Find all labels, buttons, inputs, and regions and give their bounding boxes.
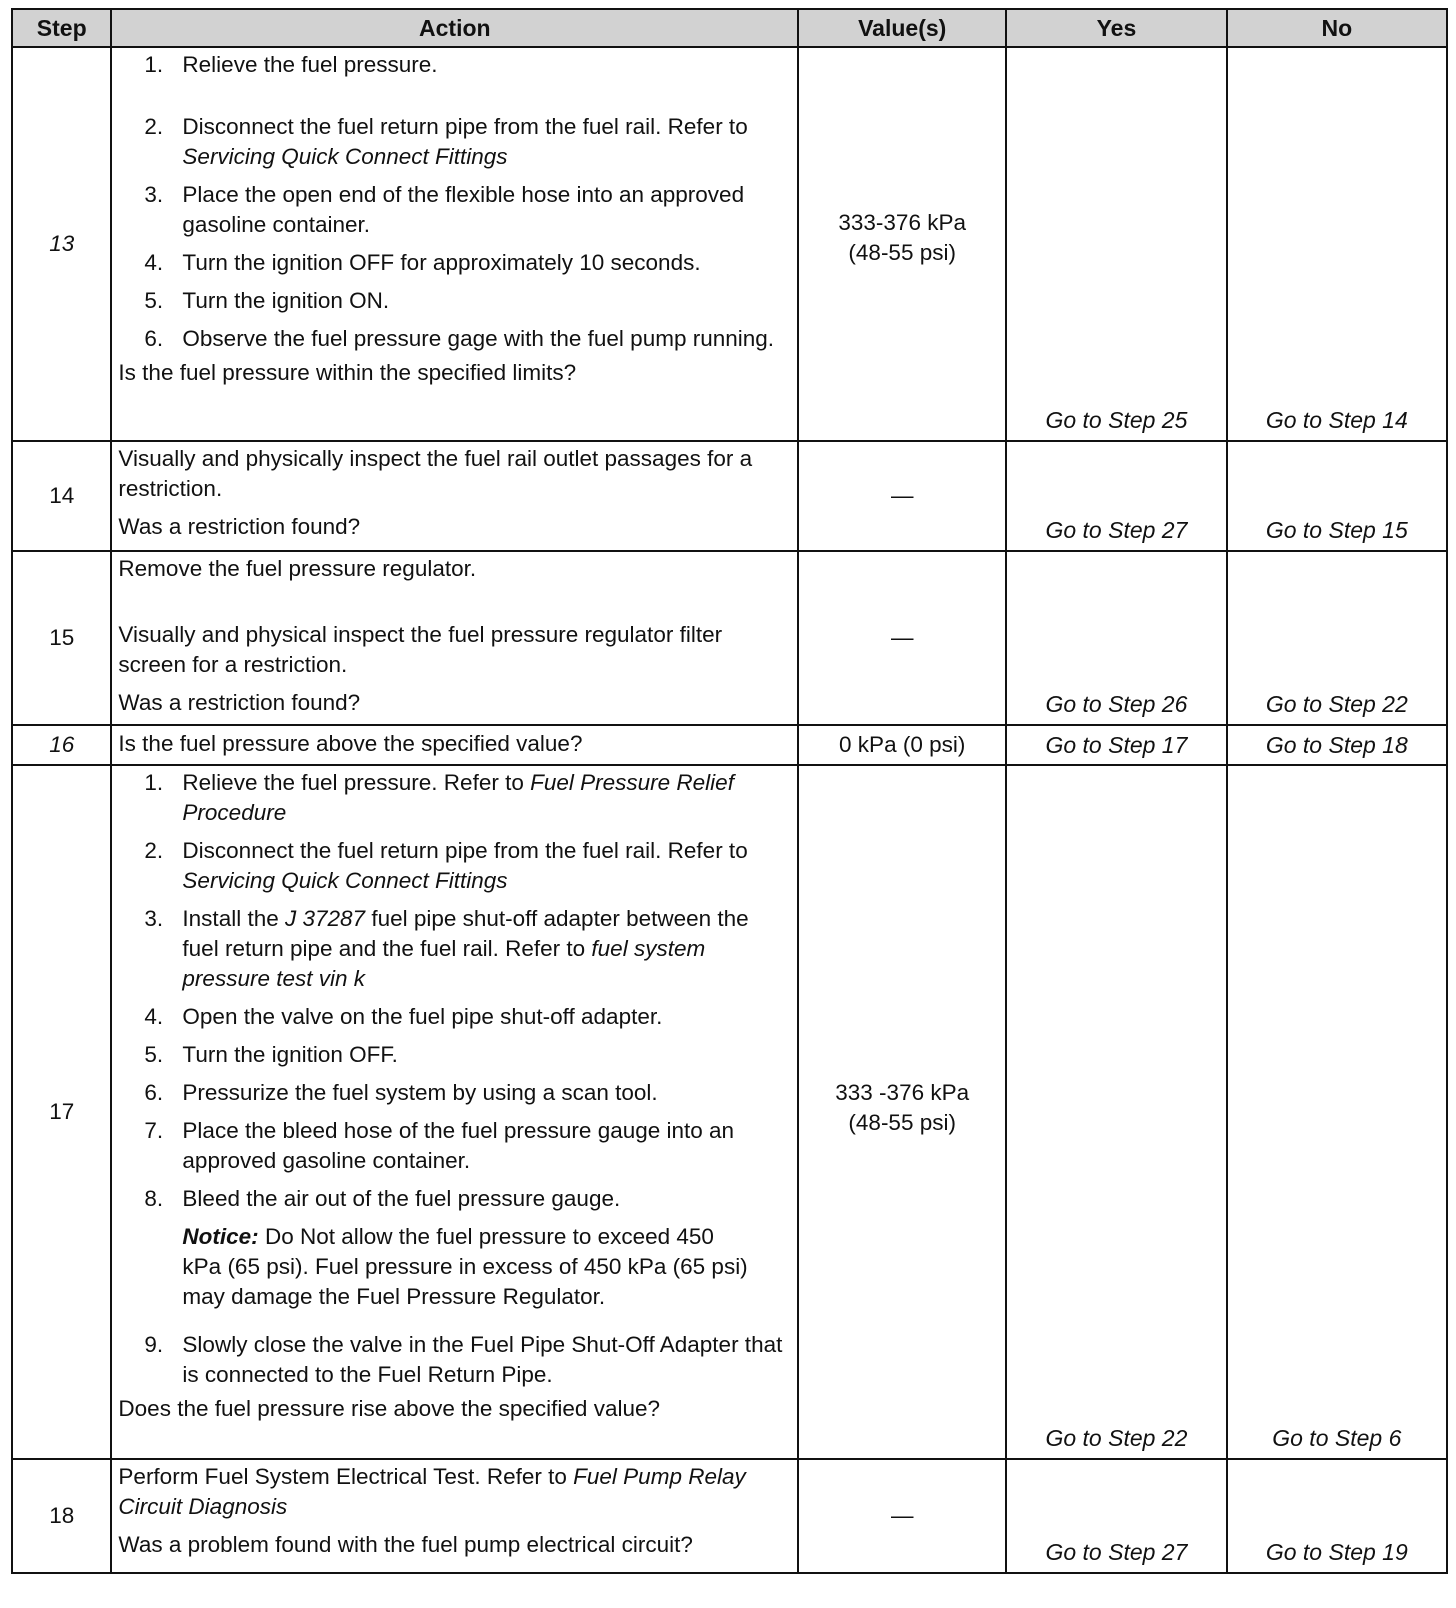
question: Is the fuel pressure above the specified value? <box>118 731 583 756</box>
no-cell: Go to Step 6 <box>1227 765 1447 1459</box>
value-cell: 0 kPa (0 psi) <box>798 725 1006 765</box>
reference-link: fuel system pressure test vin k <box>182 936 706 991</box>
list-item: 9. Slowly close the valve in the Fuel Pipe Shut-Off Adapter that is connected to the Fuel Return Pipe. <box>144 1332 783 1387</box>
no-cell: Go to Step 22 <box>1227 551 1447 725</box>
list-item: 3. Install the J 37287 fuel pipe shut-off adapter between the fuel return pipe and the fuel rail. Refer to fuel system pressure test vin k <box>144 906 749 991</box>
no-cell: Go to Step 18 <box>1227 725 1447 765</box>
action-cell <box>111 551 798 725</box>
header-row <box>12 9 1447 47</box>
header-step: Step <box>12 9 111 47</box>
list-item: 1. Relieve the fuel pressure. <box>144 52 438 77</box>
table-row <box>12 1459 1447 1573</box>
header-yes: Yes <box>1006 9 1226 47</box>
step-number: 18 <box>12 1459 111 1573</box>
list-item: 6. Observe the fuel pressure gage with the fuel pump running. <box>144 326 775 351</box>
list-item: 2. Disconnect the fuel return pipe from the fuel rail. Refer to Servicing Quick Connect Fittings <box>144 838 748 893</box>
reference-link: Fuel Pump Relay Circuit Diagnosis <box>118 1464 746 1519</box>
notice-block <box>182 1222 791 1312</box>
table-row <box>12 551 1447 725</box>
reference-link: Servicing Quick Connect Fittings <box>182 868 508 893</box>
no-cell: Go to Step 19 <box>1227 1459 1447 1573</box>
question: Is the fuel pressure within the specified limits? <box>118 360 577 385</box>
header-no: No <box>1227 9 1447 47</box>
notice-text: Do Not allow the fuel pressure to exceed 450 kPa (65 psi). Fuel pressure in excess of 450 kPa (65 psi) may damage the Fuel Pressure Regulator. <box>182 1224 748 1309</box>
action-cell <box>111 725 798 765</box>
no-cell: Go to Step 14 <box>1227 47 1447 441</box>
step-number: 17 <box>12 765 111 1459</box>
value-psi: (48-55 psi) <box>848 240 956 265</box>
value-kpa: 333-376 kPa <box>838 210 966 235</box>
action-text: Visually and physical inspect the fuel pressure regulator filter screen for a restriction. <box>118 622 723 677</box>
step-number: 13 <box>12 47 111 441</box>
action-cell <box>111 441 798 551</box>
table-row <box>12 441 1447 551</box>
reference-link: Fuel Pressure Relief Procedure <box>182 770 734 825</box>
value-psi: (48-55 psi) <box>848 1110 956 1135</box>
action-cell <box>111 765 798 1459</box>
table-row <box>12 47 1447 441</box>
value-cell <box>798 765 1006 1459</box>
diagnostic-table <box>11 8 1448 1574</box>
reference-link: Servicing Quick Connect Fittings <box>182 144 508 169</box>
action-text: Perform Fuel System Electrical Test. Refer to Fuel Pump Relay Circuit Diagnosis <box>118 1464 746 1519</box>
list-item: 5. Turn the ignition ON. <box>144 288 390 313</box>
list-item: 8. Bleed the air out of the fuel pressure gauge. Notice: Do Not allow the fuel pressure to exceed 450 kPa (65 psi). Fuel pressure in excess of 450 kPa (65 psi) may damage the Fuel Pressure Regulator. <box>118 1184 791 1322</box>
tool-number: J 37287 <box>284 906 366 931</box>
list-item: 4. Turn the ignition OFF for approximately 10 seconds. <box>144 250 701 275</box>
question: Was a restriction found? <box>118 514 361 539</box>
value-cell: — <box>798 441 1006 551</box>
yes-cell: Go to Step 17 <box>1006 725 1226 765</box>
no-cell: Go to Step 15 <box>1227 441 1447 551</box>
yes-cell: Go to Step 27 <box>1006 1459 1226 1573</box>
question: Was a restriction found? <box>118 690 361 715</box>
yes-cell: Go to Step 25 <box>1006 47 1226 441</box>
action-cell <box>111 1459 798 1573</box>
value-cell <box>798 47 1006 441</box>
table-row <box>12 725 1447 765</box>
list-item: 5. Turn the ignition OFF. <box>144 1042 398 1067</box>
step-number: 14 <box>12 441 111 551</box>
list-item: 2. Disconnect the fuel return pipe from the fuel rail. Refer to Servicing Quick Connect Fittings <box>144 114 748 169</box>
table-row <box>12 765 1447 1459</box>
action-cell <box>111 47 798 441</box>
value-cell: — <box>798 551 1006 725</box>
list-item: 6. Pressurize the fuel system by using a scan tool. <box>144 1080 658 1105</box>
step-number: 15 <box>12 551 111 725</box>
list-item: 4. Open the valve on the fuel pipe shut-off adapter. <box>144 1004 663 1029</box>
list-item: 7. Place the bleed hose of the fuel pressure gauge into an approved gasoline container. <box>144 1118 735 1173</box>
value-cell: — <box>798 1459 1006 1573</box>
action-text: Visually and physically inspect the fuel rail outlet passages for a restriction. <box>118 446 753 501</box>
yes-cell: Go to Step 26 <box>1006 551 1226 725</box>
list-item: 1. Relieve the fuel pressure. Refer to Fuel Pressure Relief Procedure <box>144 770 734 825</box>
header-action: Action <box>111 9 798 47</box>
question: Was a problem found with the fuel pump electrical circuit? <box>118 1532 693 1557</box>
yes-cell: Go to Step 27 <box>1006 441 1226 551</box>
yes-cell: Go to Step 22 <box>1006 765 1226 1459</box>
action-text: Remove the fuel pressure regulator. <box>118 556 477 581</box>
notice-label: Notice: <box>182 1224 259 1249</box>
header-values: Value(s) <box>798 9 1006 47</box>
list-item: 3. Place the open end of the flexible hose into an approved gasoline container. <box>144 182 745 237</box>
value-kpa: 333 -376 kPa <box>835 1080 970 1105</box>
step-number: 16 <box>12 725 111 765</box>
question: Does the fuel pressure rise above the specified value? <box>118 1396 660 1421</box>
